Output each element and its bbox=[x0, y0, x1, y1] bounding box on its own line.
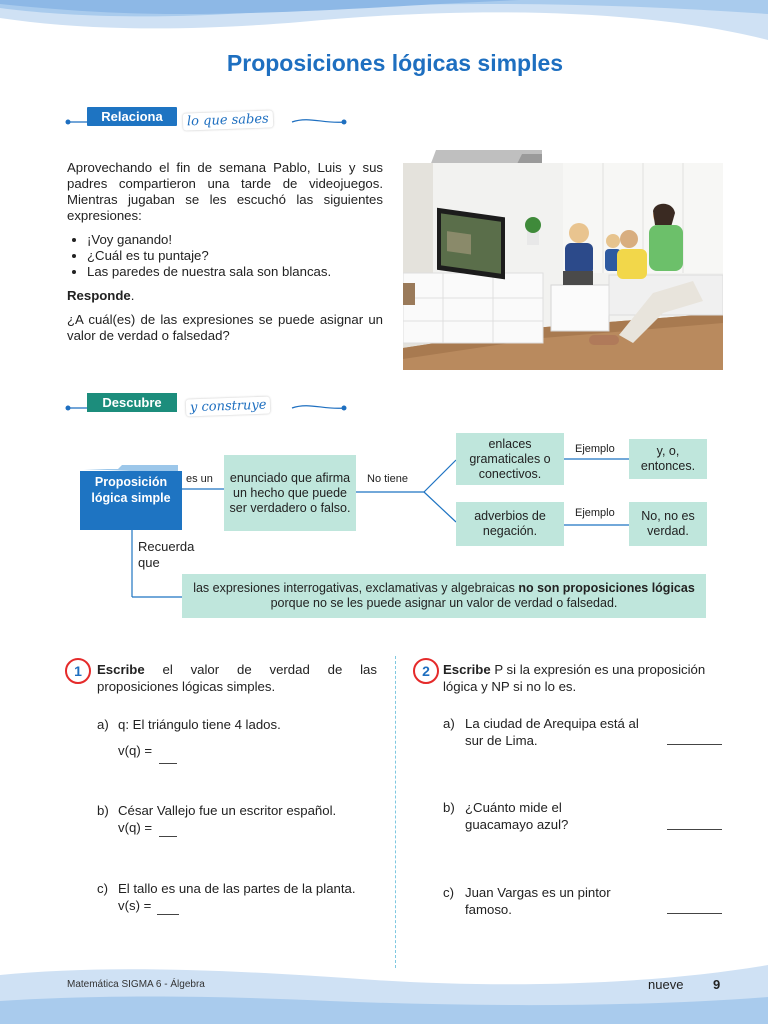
column-divider bbox=[395, 656, 396, 968]
adverbios-box: adverbios de negación. bbox=[456, 502, 564, 546]
ex2-item-c-letter: c) bbox=[443, 885, 454, 900]
ex2-item-c-text: Juan Vargas es un pintor famoso. bbox=[465, 885, 611, 917]
expression-list bbox=[67, 232, 383, 280]
ex1-item-a-answer-blank[interactable] bbox=[159, 762, 177, 764]
exercise-number-1: 1 bbox=[65, 658, 91, 684]
exercise-2-verb: Escribe bbox=[443, 662, 491, 677]
exercise-2-text: P si la expresión es una proposición lógica y NP si no lo es. bbox=[443, 662, 706, 694]
definition-box: enunciado que afirma un hecho que puede ser verdadero o falso. bbox=[224, 455, 356, 531]
ex2-item-a-letter: a) bbox=[443, 716, 455, 731]
note-text-bold: no son proposiciones lógicas bbox=[518, 581, 695, 595]
responde-dot: . bbox=[130, 288, 135, 303]
list-item: • ¡Voy ganando! bbox=[87, 232, 383, 248]
footer-page-word: nueve bbox=[648, 977, 684, 992]
es-un-label: es un bbox=[186, 473, 213, 485]
section-tag-relaciona: Relaciona bbox=[87, 107, 177, 126]
ejemplo-label-1: Ejemplo bbox=[575, 443, 615, 455]
ex1-item-c-answer-blank[interactable] bbox=[157, 913, 179, 915]
footer-page-number: 9 bbox=[713, 977, 721, 992]
exercise-2-instruction bbox=[443, 661, 727, 695]
family-videogame-photo bbox=[403, 163, 723, 370]
ex2-item-a-text: La ciudad de Arequipa está al sur de Lima. bbox=[465, 716, 639, 748]
ex2-item-b-answer-blank[interactable] bbox=[667, 828, 722, 830]
ex2-item-c-answer-blank[interactable] bbox=[667, 912, 722, 914]
ex2-item-b-text: ¿Cuánto mide el guacamayo azul? bbox=[465, 800, 569, 832]
section-script-y-construye: y construye bbox=[186, 397, 271, 417]
responde-label: Responde bbox=[67, 288, 131, 303]
exercise-number-2: 2 bbox=[413, 658, 439, 684]
root-concept-label: Proposición lógica simple bbox=[91, 475, 171, 505]
no-tiene-label: No tiene bbox=[367, 473, 408, 485]
footer-book-title: Matemática SIGMA 6 - Álgebra bbox=[67, 979, 205, 990]
ex2-item-a-answer-blank[interactable] bbox=[667, 743, 722, 745]
ex1-item-b-letter: b) bbox=[97, 803, 109, 818]
section-script-lo-que-sabes: lo que sabes bbox=[183, 110, 273, 130]
exercise-1-text: el valor de verdad de las proposiciones lógicas simples. bbox=[97, 662, 377, 694]
exercise-1-instruction bbox=[97, 661, 377, 695]
intro-paragraph: Aprovechando el fin de semana Pablo, Luis y sus padres compartieron una tarde de videojuegos. Mientras jugaban se les escuchó las siguientes expresiones: bbox=[67, 160, 383, 223]
ex1-item-c-letter: c) bbox=[97, 881, 108, 896]
note-text-post: porque no se les puede asignar un valor de verdad o falsedad. bbox=[270, 596, 618, 610]
page-title: Proposiciones lógicas simples bbox=[226, 50, 564, 76]
ex1-item-b-answer-label: v(q) = bbox=[118, 820, 153, 835]
ejemplo-conectivos-box: y, o, entonces. bbox=[629, 439, 707, 479]
ex1-item-a-answer-label: v(q) = bbox=[118, 743, 153, 758]
ex1-item-b-text: César Vallejo fue un escritor español. bbox=[118, 803, 337, 818]
ex1-item-a-letter: a) bbox=[97, 717, 109, 732]
ejemplo-label-2: Ejemplo bbox=[575, 507, 615, 519]
ejemplo-negacion-box: No, no es verdad. bbox=[629, 502, 707, 546]
ex1-item-a-text: q: El triángulo tiene 4 lados. bbox=[118, 717, 281, 732]
recuerda-note-box bbox=[182, 574, 706, 618]
responde-line bbox=[67, 288, 383, 304]
enlaces-box: enlaces gramaticales o conectivos. bbox=[456, 433, 564, 485]
intro-question: ¿A cuál(es) de las expresiones se puede asignar un valor de verdad o falsedad? bbox=[67, 312, 383, 343]
exercise-1-verb: Escribe bbox=[97, 662, 145, 677]
ex1-item-c-answer-label: v(s) = bbox=[118, 898, 152, 913]
ex1-item-b-answer-blank[interactable] bbox=[159, 835, 177, 837]
recuerda-label: Recuerda que bbox=[138, 539, 195, 570]
note-text-pre: las expresiones interrogativas, exclamativas y algebraicas bbox=[193, 581, 519, 595]
ex2-item-b-letter: b) bbox=[443, 800, 455, 815]
ex1-item-c-text: El tallo es una de las partes de la planta. bbox=[118, 881, 356, 896]
list-item: • ¿Cuál es tu puntaje? bbox=[87, 248, 383, 264]
list-item: • Las paredes de nuestra sala son blancas. bbox=[87, 264, 383, 280]
section-tag-descubre: Descubre bbox=[87, 393, 177, 412]
intro-block bbox=[67, 160, 383, 352]
